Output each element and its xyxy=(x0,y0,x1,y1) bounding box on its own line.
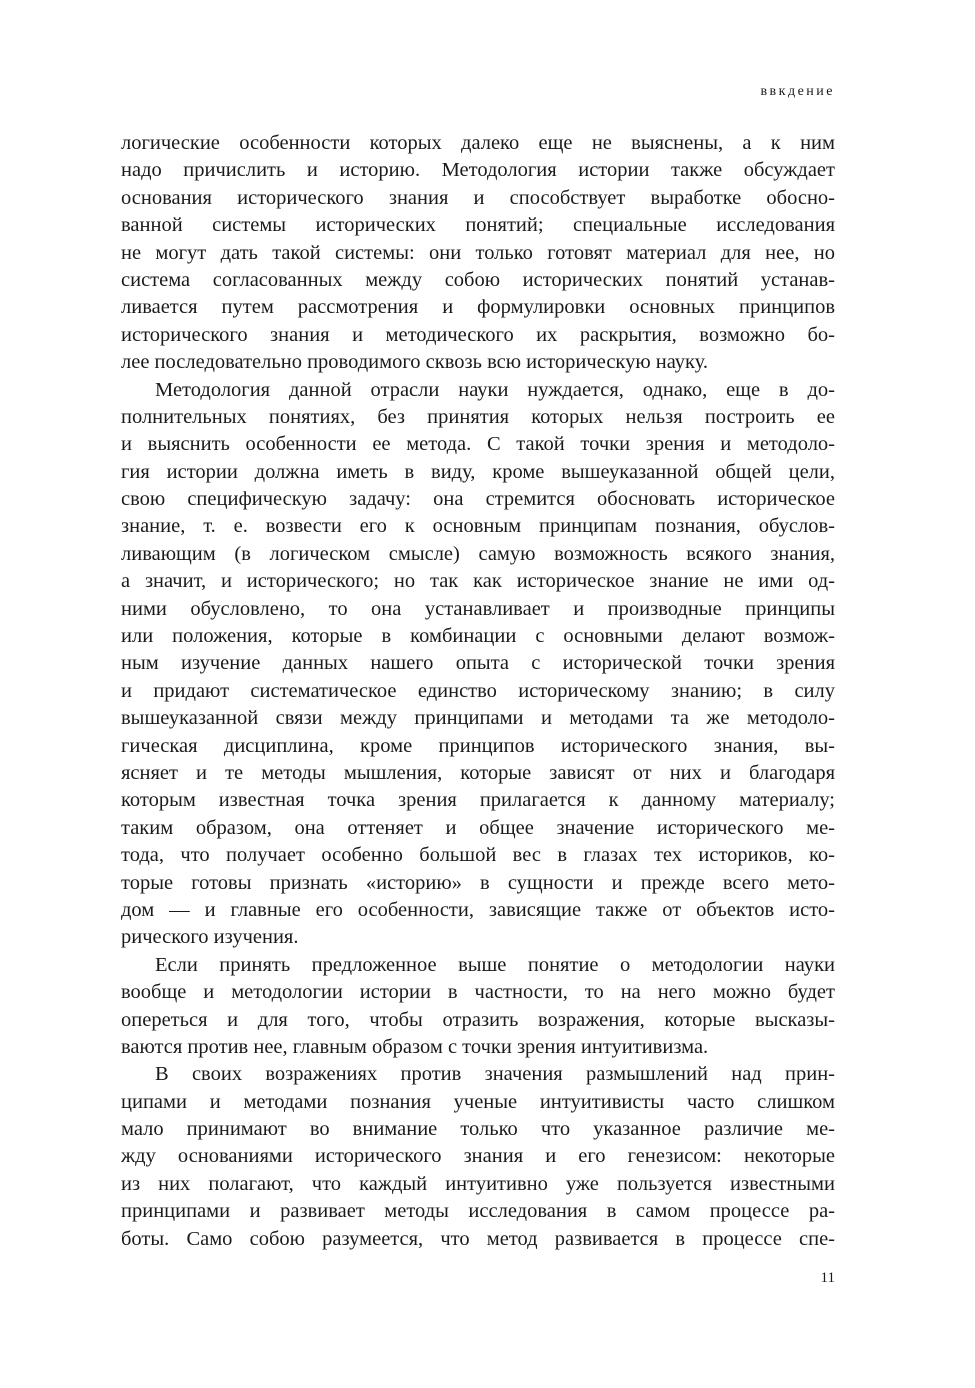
paragraph xyxy=(121,377,835,952)
paragraph xyxy=(121,952,835,1062)
text-line: боты. Само собою разумеется, что метод развивается в процессе спе- xyxy=(121,1227,835,1250)
text-line: вышеуказанной связи между принципами и методами та же методоло- xyxy=(121,707,835,730)
text-line: принципами и развивает методы исследования в самом процессе ра- xyxy=(121,1200,835,1223)
text-line: ципами и методами познания ученые интуитивисты часто слишком xyxy=(121,1090,835,1113)
text-line: жду основаниями исторического знания и его генезисом: некоторые xyxy=(121,1145,835,1168)
paragraph xyxy=(121,130,835,377)
text-line: дом — и главные его особенности, зависящие также от объектов исто- xyxy=(121,898,835,921)
body-text xyxy=(121,130,835,1253)
text-line: или положения, которые в комбинации с основными делают возмож- xyxy=(121,625,835,648)
text-line: лее последовательно проводимого сквозь всю историческую науку. xyxy=(121,351,709,374)
page-number: 11 xyxy=(820,1270,835,1286)
text-line: и придают систематическое единство историческому знанию; в силу xyxy=(121,679,835,702)
text-line: логические особенности которых далеко еще не выяснены, а к ним xyxy=(121,132,835,154)
text-line: полнительных понятиях, без принятия которых нельзя построить ее xyxy=(121,405,835,428)
text-line: Если принять предложенное выше понятие о методологии науки xyxy=(155,953,835,976)
text-line: вообще и методологии истории в частности, то на него можно будет xyxy=(121,981,835,1004)
text-line: из них полагают, что каждый интуитивно уже пользуется известными xyxy=(121,1172,835,1195)
text-line: надо причислить и историю. Методология истории также обсуждает xyxy=(121,159,835,182)
text-line: основания исторического знания и способствует выработке обосно- xyxy=(121,186,835,209)
text-line: рического изучения. xyxy=(121,926,299,949)
text-line: опереться и для того, чтобы отразить возражения, которые высказы- xyxy=(121,1008,835,1031)
text-line: и выяснить особенности ее метода. С такой точки зрения и методоло- xyxy=(121,433,835,456)
text-line: ваются против нее, главным образом с точки зрения интуитивизма. xyxy=(121,1035,709,1058)
text-line: ними обусловлено, то она устанавливает и производные принципы xyxy=(121,597,835,620)
text-line: В своих возражениях против значения размышлений над прин- xyxy=(155,1063,835,1086)
running-head: ввкдение xyxy=(760,84,835,99)
text-line: а значит, и исторического; но так как историческое знание не ими од- xyxy=(121,570,835,593)
text-line: ным изучение данных нашего опыта с исторической точки зрения xyxy=(121,652,835,675)
text-line: мало принимают во внимание только что указанное различие ме- xyxy=(121,1118,835,1141)
text-line: гическая дисциплина, кроме принципов исторического знания, вы- xyxy=(121,734,835,757)
text-line: таким образом, она оттеняет и общее значение исторического ме- xyxy=(121,816,835,839)
text-line: Методология данной отрасли науки нуждается, однако, еще в до- xyxy=(155,378,835,401)
paragraph xyxy=(121,1061,835,1253)
text-line: которым известная точка зрения прилагается к данному материалу; xyxy=(121,789,835,812)
text-line: знание, т. е. возвести его к основным принципам познания, обуслов- xyxy=(121,515,835,538)
text-line: торые готовы признать «историю» в сущности и прежде всего мето- xyxy=(121,871,835,894)
text-line: ливающим (в логическом смысле) самую возможность всякого знания, xyxy=(121,542,835,565)
text-line: гия истории должна иметь в виду, кроме вышеуказанной общей цели, xyxy=(121,460,835,483)
text-line: ливается путем рассмотрения и формулировки основных принципов xyxy=(121,296,835,319)
text-line: тода, что получает особенно большой вес в глазах тех историков, ко- xyxy=(121,844,835,867)
text-line: не могут дать такой системы: они только готовят материал для нее, но xyxy=(121,241,835,264)
text-line: ванной системы исторических понятий; специальные исследования xyxy=(121,214,835,237)
text-line: система согласованных между собою исторических понятий устанав- xyxy=(121,268,835,291)
text-line: ясняет и те методы мышления, которые зависят от них и благодаря xyxy=(121,761,835,784)
text-line: свою специфическую задачу: она стремится обосновать историческое xyxy=(121,488,835,511)
text-line: исторического знания и методического их раскрытия, возможно бо- xyxy=(121,323,835,346)
